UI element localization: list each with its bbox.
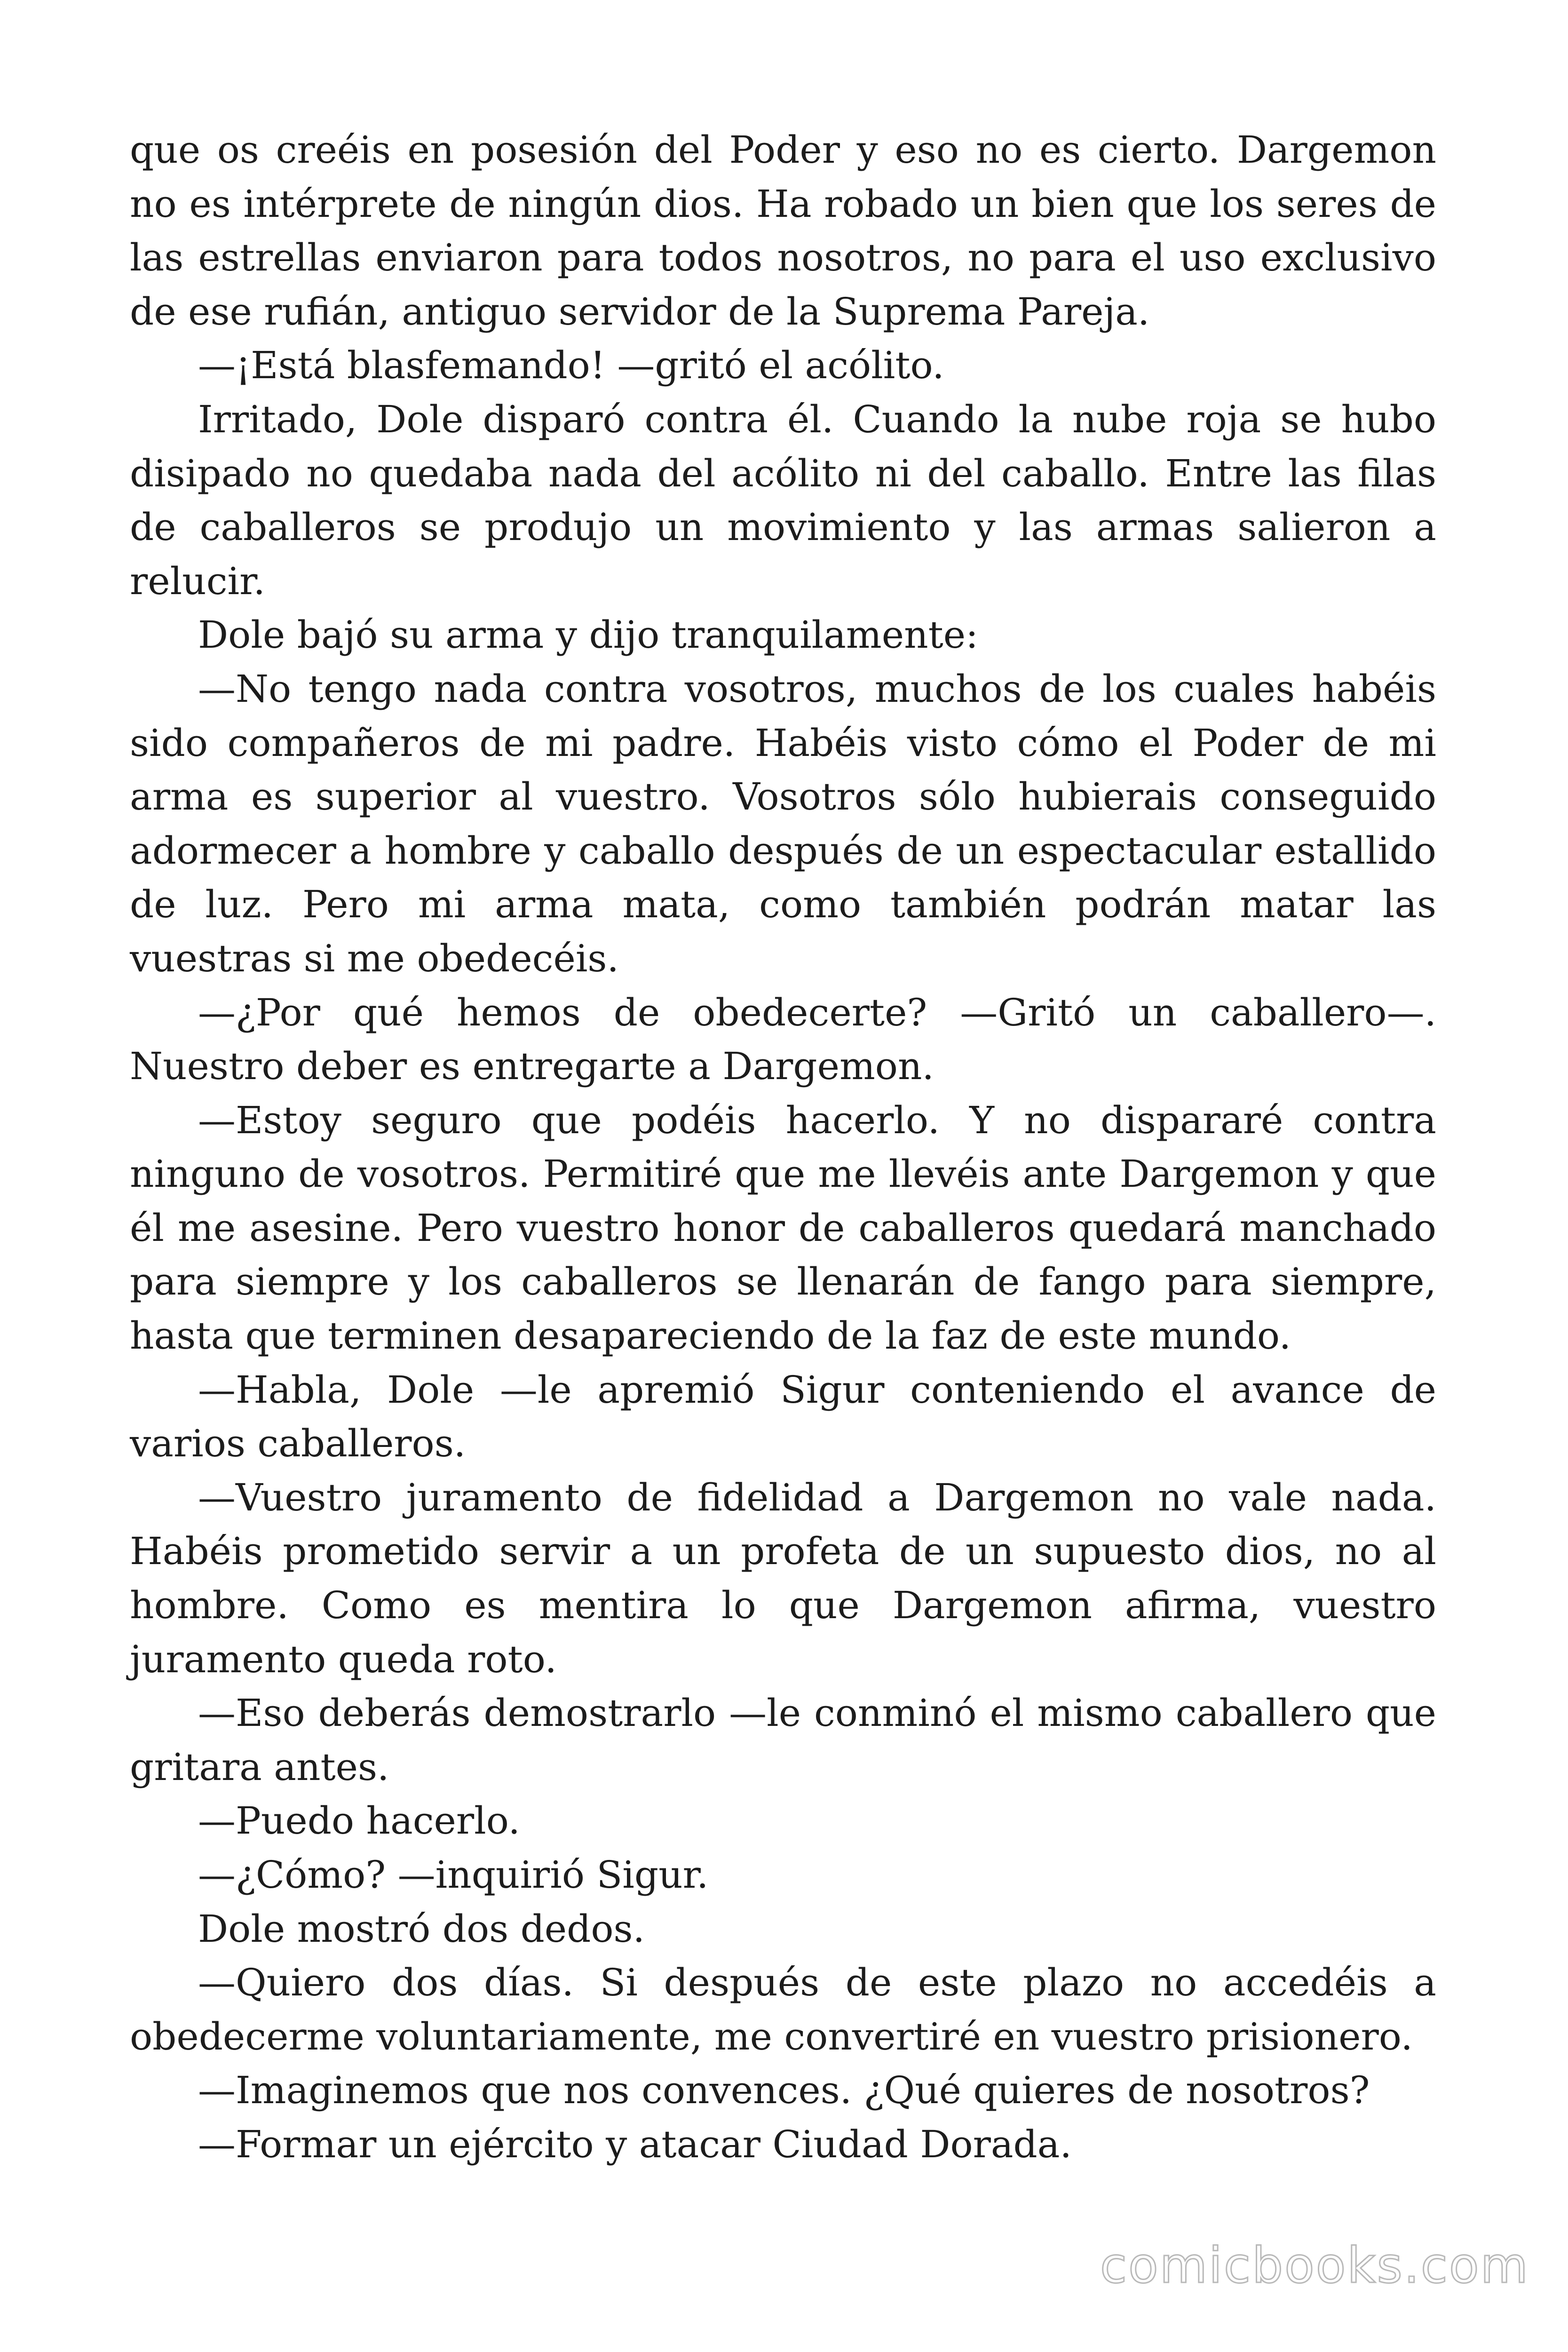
paragraph: que os creéis en posesión del Poder y eso no es cierto. Dargemon no es intérprete de ningún dios. Ha robado un bien que los seres de las estrellas enviaron para todos nosotros, no para el uso exclusivo de ese rufián, antiguo servidor de la Suprema Pareja. — [130, 128, 1436, 334]
paragraph: —Imaginemos que nos convences. ¿Qué quieres de nosotros? — [198, 2068, 1370, 2113]
paragraph: Dole mostró dos dedos. — [198, 1907, 645, 1951]
paragraph: —Quiero dos días. Si después de este plazo no accedéis a obedecerme voluntariamente, me convertiré en vuestro prisionero. — [130, 1961, 1436, 2058]
site-watermark: comicbooks.com — [1100, 2237, 1529, 2294]
paragraph: —Vuestro juramento de fidelidad a Dargemon no vale nada. Habéis prometido servir a un profeta de un supuesto dios, no al hombre. Como es mentira lo que Dargemon afirma, vuestro juramento queda roto. — [130, 1475, 1436, 1681]
paragraph: —Habla, Dole —le apremió Sigur conteniendo el avance de varios caballeros. — [130, 1367, 1436, 1466]
paragraph: —¡Está blasfemando! —gritó el acólito. — [198, 343, 944, 388]
paragraph: —¿Por qué hemos de obedecerte? —Gritó un caballero—. Nuestro deber es entregarte a Dargemon. — [130, 990, 1436, 1089]
paragraph: —No tengo nada contra vosotros, muchos de los cuales habéis sido compañeros de mi padre. Habéis visto cómo el Poder de mi arma es superior al vuestro. Vosotros sólo hubierais conseguido adormecer a hombre y caballo después de un espectacular estallido de luz. Pero mi arma mata, como también podrán matar las vuestras si me obedecéis. — [130, 667, 1436, 980]
paragraph: —Eso deberás demostrarlo —le conminó el mismo caballero que gritara antes. — [130, 1691, 1436, 1789]
paragraph: —Puedo hacerlo. — [198, 1799, 520, 1843]
paragraph: —Estoy seguro que podéis hacerlo. Y no dispararé contra ninguno de vosotros. Permitiré que me llevéis ante Dargemon y que él me asesine. Pero vuestro honor de caballeros quedará manchado para siempre y los caballeros se llenarán de fango para siempre, hasta que terminen desapareciendo de la faz de este mundo. — [130, 1098, 1436, 1358]
paragraph: —¿Cómo? —inquirió Sigur. — [198, 1853, 709, 1897]
paragraph: Dole bajó su arma y dijo tranquilamente: — [198, 613, 979, 657]
page-text — [130, 123, 1436, 2172]
paragraph: Irritado, Dole disparó contra él. Cuando la nube roja se hubo disipado no quedaba nada del acólito ni del caballo. Entre las filas de caballeros se produjo un movimiento y las armas salieron a relucir. — [130, 397, 1436, 603]
paragraph: —Formar un ejército y atacar Ciudad Dorada. — [198, 2122, 1072, 2166]
